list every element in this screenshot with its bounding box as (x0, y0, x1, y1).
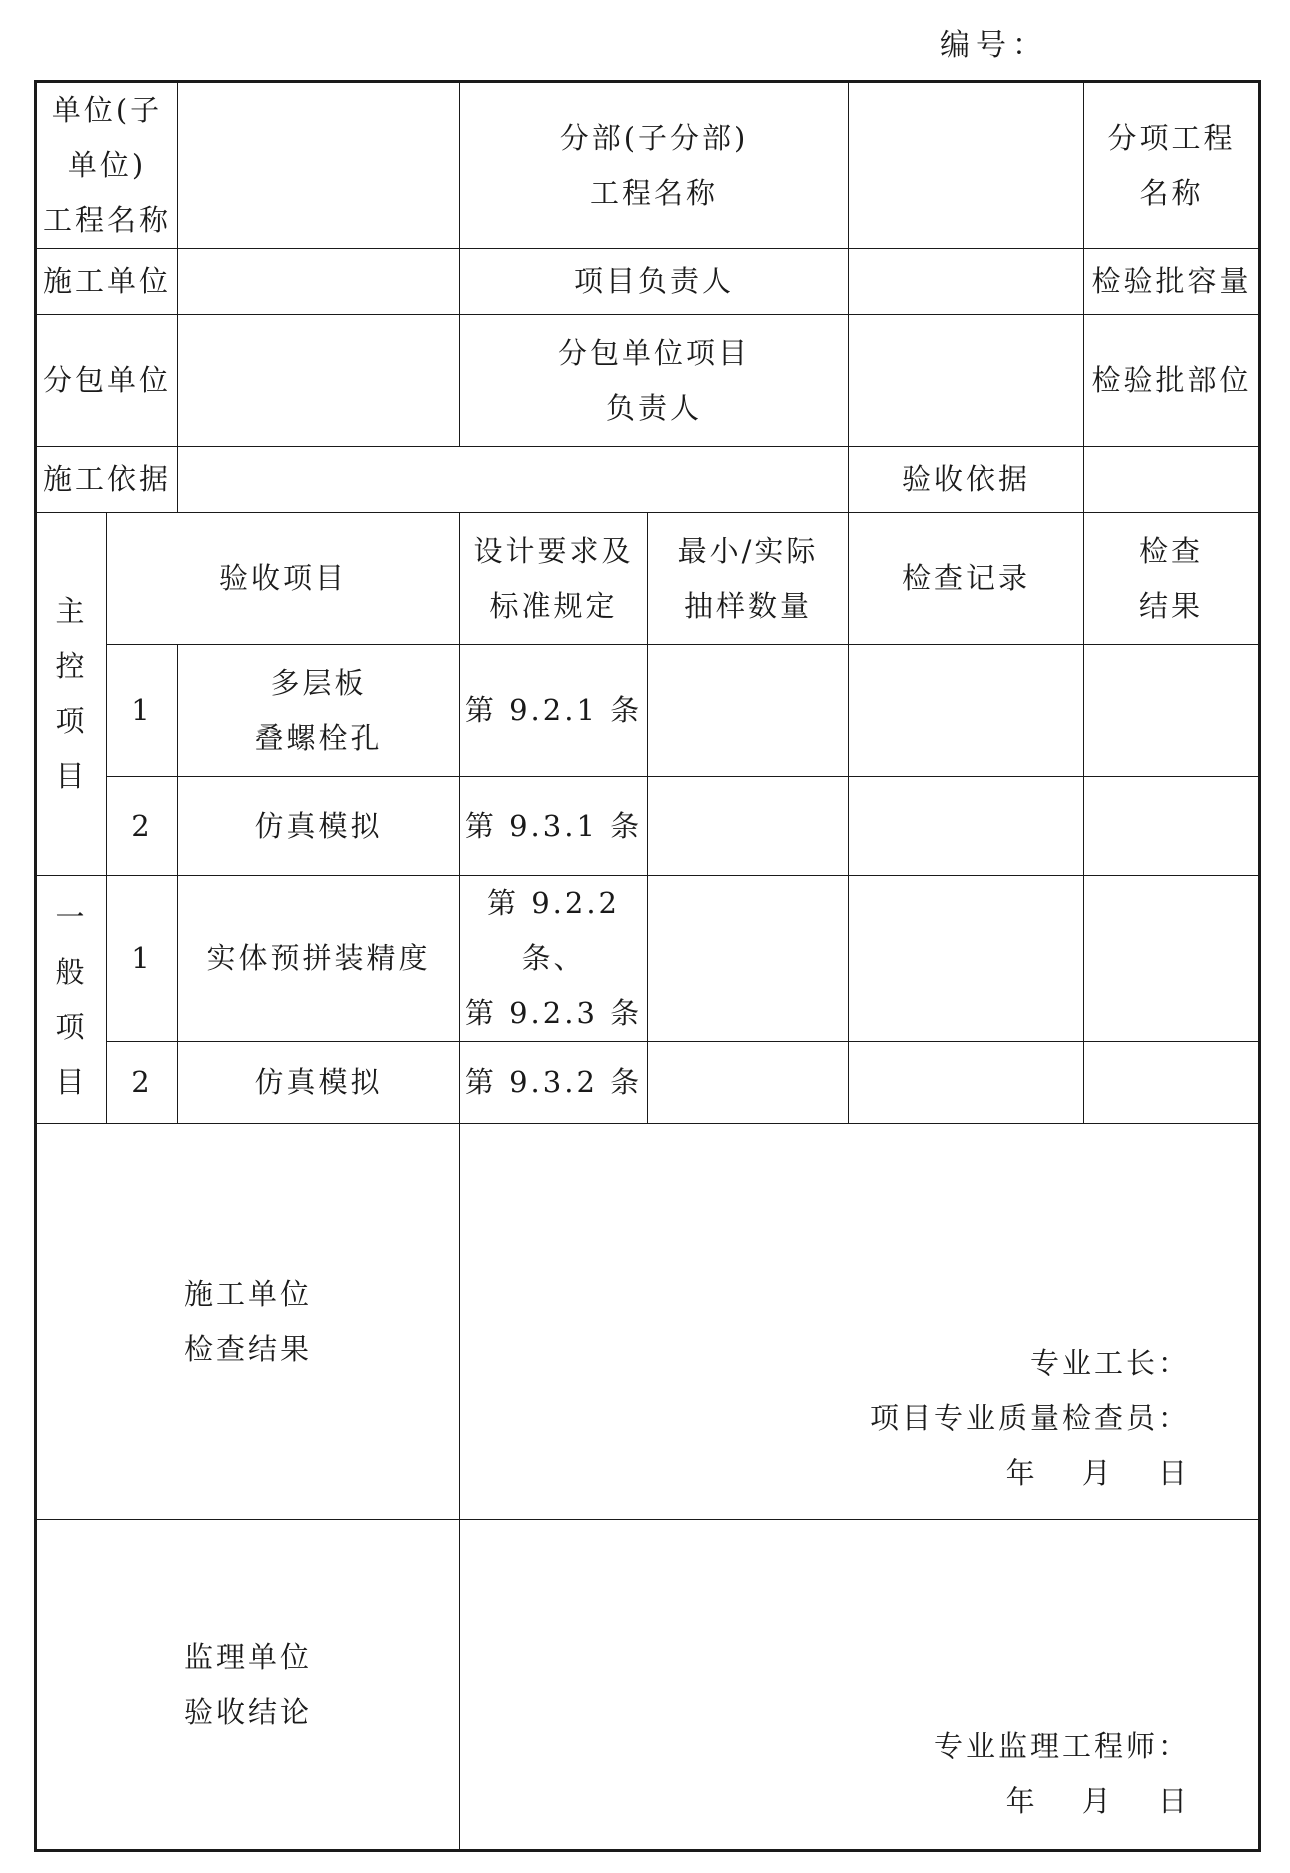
sample-cell[interactable] (648, 876, 849, 1042)
batch-capacity-label: 检验批容量 (1084, 249, 1260, 315)
header-result: 检查 结果 (1084, 513, 1260, 645)
record-cell[interactable] (849, 1042, 1084, 1124)
project-manager-label: 项目负责人 (460, 249, 849, 315)
sub-manager-label: 分包单位项目 负责人 (460, 315, 849, 447)
construction-basis-label: 施工依据 (36, 447, 178, 513)
table-row (36, 645, 1260, 777)
division-project-name-value[interactable] (849, 82, 1084, 249)
subcontractor-value[interactable] (178, 315, 460, 447)
result-cell[interactable] (1084, 777, 1260, 876)
row-number: 1 (107, 876, 178, 1042)
clause-ref: 第 9.2.1 条 (460, 645, 648, 777)
item-name: 实体预拼装精度 (178, 876, 460, 1042)
acceptance-basis-label: 验收依据 (849, 447, 1084, 513)
supervisor-conclusion-label: 监理单位 验收结论 (36, 1520, 460, 1851)
table-row (36, 876, 1260, 1042)
header-design: 设计要求及 标准规定 (460, 513, 648, 645)
inspector-label: 项目专业质量检查员： (870, 1401, 1191, 1435)
row-number: 1 (107, 645, 178, 777)
general-items-label: 一 般 项 目 (36, 876, 107, 1124)
subcontractor-label: 分包单位 (36, 315, 178, 447)
record-cell[interactable] (849, 645, 1084, 777)
form-number-label: 编号： (940, 28, 1048, 63)
result-cell[interactable] (1084, 876, 1260, 1042)
row-number: 2 (107, 777, 178, 876)
clause-ref: 第 9.3.2 条 (460, 1042, 648, 1124)
unit-project-name-label: 单位(子单位) 工程名称 (36, 82, 178, 249)
item-name: 仿真模拟 (178, 777, 460, 876)
acceptance-basis-value[interactable] (1084, 447, 1260, 513)
foreman-label: 专业工长： (1030, 1346, 1191, 1380)
clause-ref: 第 9.2.2 条、 第 9.2.3 条 (460, 876, 648, 1042)
record-cell[interactable] (849, 876, 1084, 1042)
result-cell[interactable] (1084, 1042, 1260, 1124)
main-control-label: 主 控 项 目 (36, 513, 107, 876)
inspection-batch-form (34, 80, 1261, 1852)
subitem-name-label: 分项工程 名称 (1084, 82, 1260, 249)
clause-ref: 第 9.3.1 条 (460, 777, 648, 876)
construction-basis-value[interactable] (178, 447, 849, 513)
sample-cell[interactable] (648, 777, 849, 876)
date-label: 年 月 日 (1005, 1456, 1191, 1490)
table-row (36, 777, 1260, 876)
result-cell[interactable] (1084, 645, 1260, 777)
header-record: 检查记录 (849, 513, 1084, 645)
batch-location-label: 检验批部位 (1084, 315, 1260, 447)
header-item: 验收项目 (107, 513, 460, 645)
date-label: 年 月 日 (1005, 1784, 1191, 1818)
constructor-check-label: 施工单位 检查结果 (36, 1124, 460, 1520)
sample-cell[interactable] (648, 1042, 849, 1124)
constructor-value[interactable] (178, 249, 460, 315)
item-name: 仿真模拟 (178, 1042, 460, 1124)
unit-project-name-value[interactable] (178, 82, 460, 249)
row-number: 2 (107, 1042, 178, 1124)
header-sample: 最小/实际 抽样数量 (648, 513, 849, 645)
project-manager-value[interactable] (849, 249, 1084, 315)
sample-cell[interactable] (648, 645, 849, 777)
table-row (36, 1042, 1260, 1124)
constructor-check-signature[interactable] (460, 1124, 1260, 1520)
sub-manager-value[interactable] (849, 315, 1084, 447)
record-cell[interactable] (849, 777, 1084, 876)
engineer-label: 专业监理工程师： (934, 1729, 1191, 1763)
division-project-name-label: 分部(子分部) 工程名称 (460, 82, 849, 249)
item-name: 多层板 叠螺栓孔 (178, 645, 460, 777)
supervisor-conclusion-signature[interactable] (460, 1520, 1260, 1851)
constructor-label: 施工单位 (36, 249, 178, 315)
